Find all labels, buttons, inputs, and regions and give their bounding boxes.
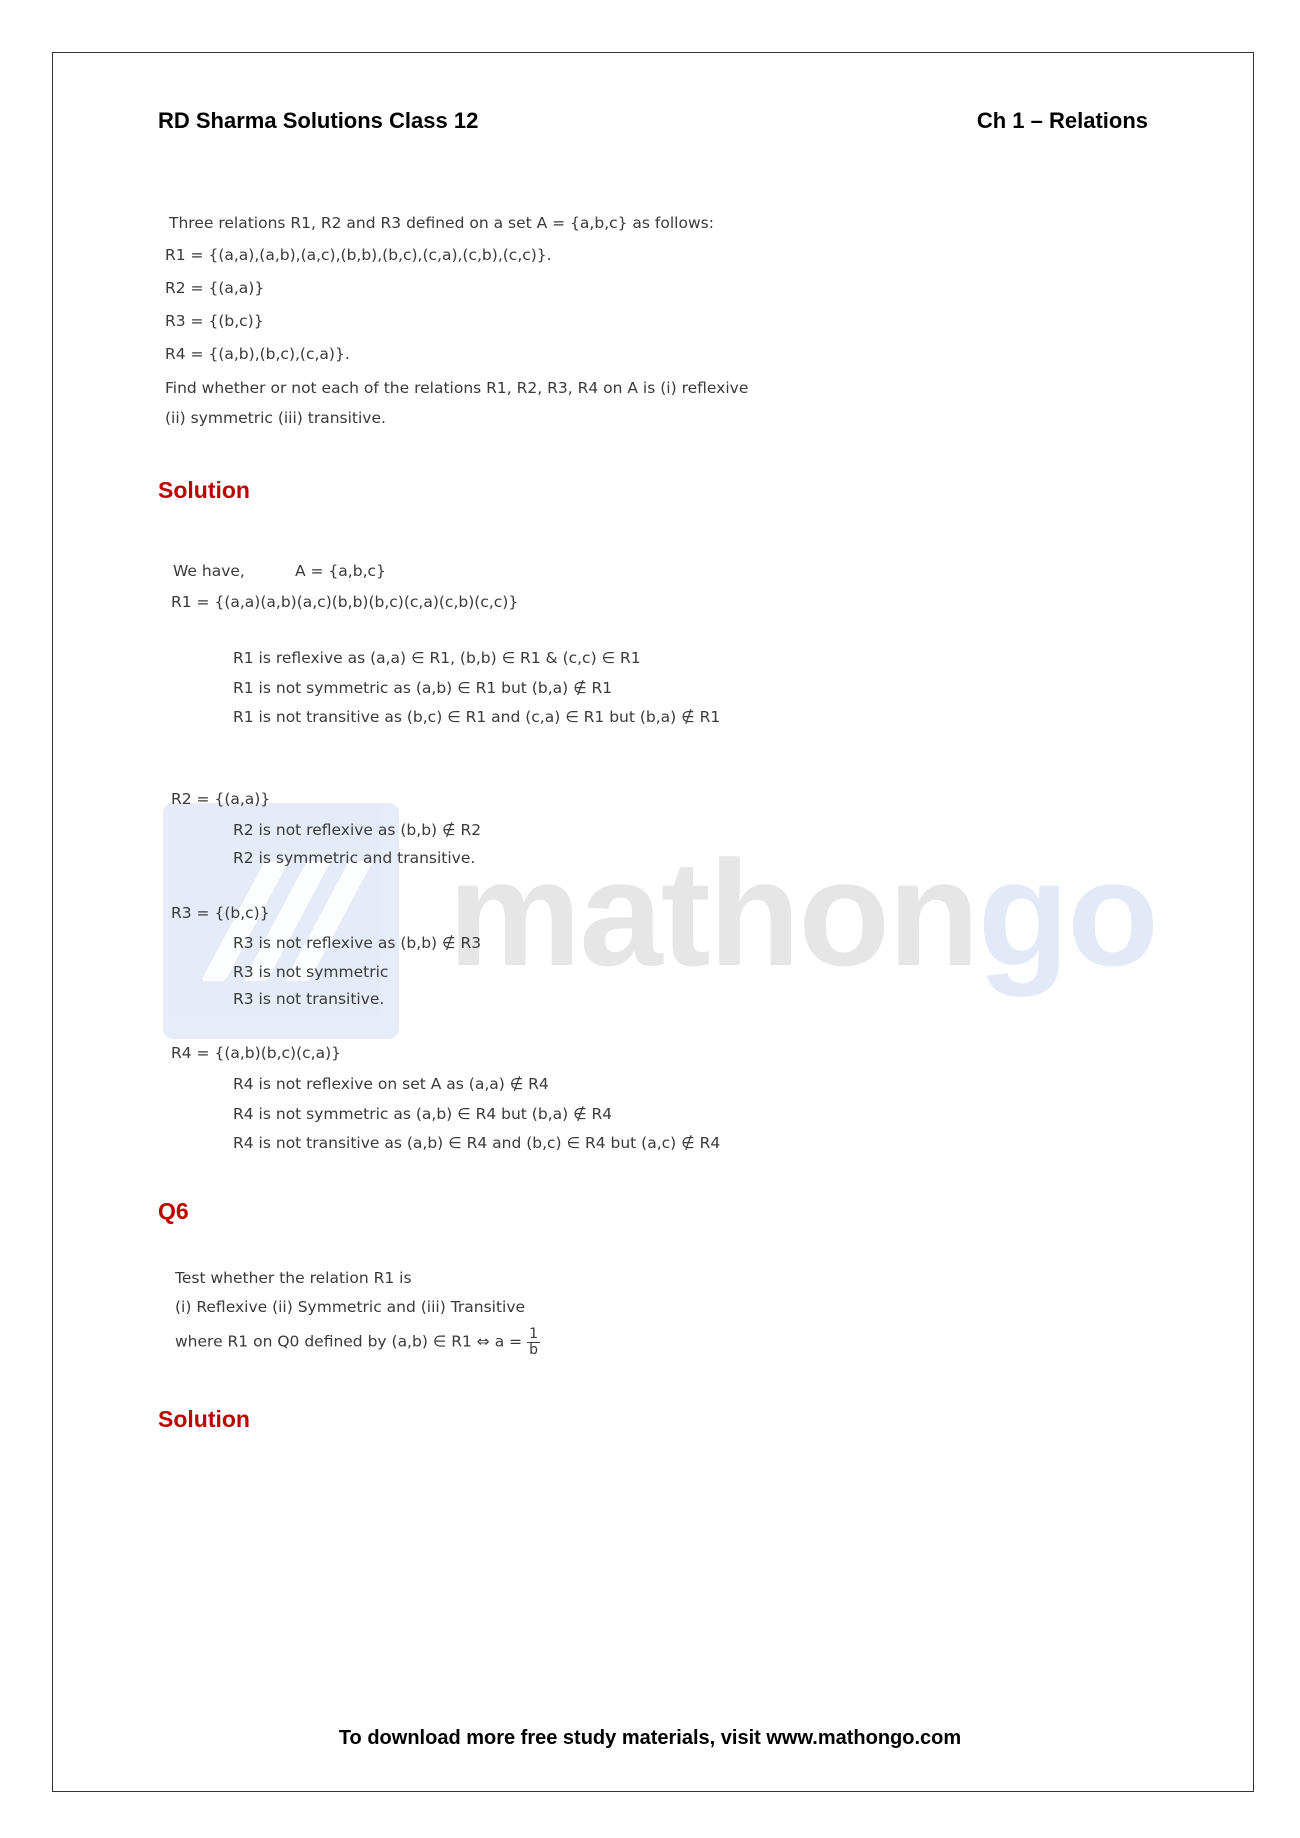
sol-r2-reflexive: R2 is not reflexive as (b,b) ∉ R2 xyxy=(233,821,482,839)
sol-set-a: A = {a,b,c} xyxy=(295,562,386,580)
q6-line-1: Test whether the relation R1 is xyxy=(175,1269,412,1287)
solution-heading-2: Solution xyxy=(158,1406,250,1432)
sol-r3-reflexive: R3 is not reflexive as (b,b) ∉ R3 xyxy=(233,934,482,952)
sol-r3-symmetric: R3 is not symmetric xyxy=(233,963,389,981)
sol-r2-symtrans: R2 is symmetric and transitive. xyxy=(233,849,476,867)
solution-heading-1: Solution xyxy=(158,477,250,503)
q6-line-3 xyxy=(175,1327,540,1357)
sol-r4-transitive: R4 is not transitive as (a,b) ∈ R4 and (b,c) ∈ R4 but (a,c) ∉ R4 xyxy=(233,1134,721,1152)
header-title: RD Sharma Solutions Class 12 xyxy=(158,108,479,133)
q6-line-3-text: where R1 on Q0 defined by (a,b) ∈ R1 ⇔ a = xyxy=(175,1332,523,1351)
sol-r1-def: R1 = {(a,a)(a,b)(a,c)(b,b)(b,c)(c,a)(c,b)(c,c)} xyxy=(171,593,519,611)
sol-r3-transitive: R3 is not transitive. xyxy=(233,990,385,1008)
q5-line-4: R3 = {(b,c)} xyxy=(165,312,264,330)
sol-r4-def: R4 = {(a,b)(b,c)(c,a)} xyxy=(171,1044,341,1062)
q6-line-2: (i) Reflexive (ii) Symmetric and (iii) Transitive xyxy=(175,1298,526,1316)
sol-r1-transitive: R1 is not transitive as (b,c) ∈ R1 and (c,a) ∈ R1 but (b,a) ∉ R1 xyxy=(233,708,721,726)
fraction-numerator: 1 xyxy=(529,1326,538,1342)
q5-line-5: R4 = {(a,b),(b,c),(c,a)}. xyxy=(165,345,350,363)
sol-r4-symmetric: R4 is not symmetric as (a,b) ∈ R4 but (b,a) ∉ R4 xyxy=(233,1105,613,1123)
sol-r1-reflexive: R1 is reflexive as (a,a) ∈ R1, (b,b) ∈ R1 & (c,c) ∈ R1 xyxy=(233,649,641,667)
q5-line-3: R2 = {(a,a)} xyxy=(165,279,265,297)
q5-line-2: R1 = {(a,a),(a,b),(a,c),(b,b),(b,c),(c,a),(c,b),(c,c)}. xyxy=(165,246,552,264)
watermark-text: mathongo xyxy=(448,829,1157,997)
sol-r4-reflexive: R4 is not reflexive on set A as (a,a) ∉ R4 xyxy=(233,1075,549,1093)
fraction-one-over-b xyxy=(527,1327,540,1357)
q6-heading: Q6 xyxy=(158,1198,189,1224)
footer-download-note: To download more free study materials, visit www.mathongo.com xyxy=(338,1727,962,1749)
sol-r1-symmetric: R1 is not symmetric as (a,b) ∈ R1 but (b,a) ∉ R1 xyxy=(233,679,613,697)
q5-line-1: Three relations R1, R2 and R3 defined on a set A = {a,b,c} as follows: xyxy=(169,214,714,232)
fraction-denominator: b xyxy=(529,1341,538,1358)
header-chapter: Ch 1 – Relations xyxy=(976,108,1148,133)
sol-r2-def: R2 = {(a,a)} xyxy=(171,790,271,808)
sol-r3-def: R3 = {(b,c)} xyxy=(171,904,270,922)
q5-line-7: (ii) symmetric (iii) transitive. xyxy=(165,409,386,427)
q5-line-6: Find whether or not each of the relations R1, R2, R3, R4 on A is (i) reflexive xyxy=(165,379,749,397)
sol-we-have: We have, xyxy=(173,562,245,580)
